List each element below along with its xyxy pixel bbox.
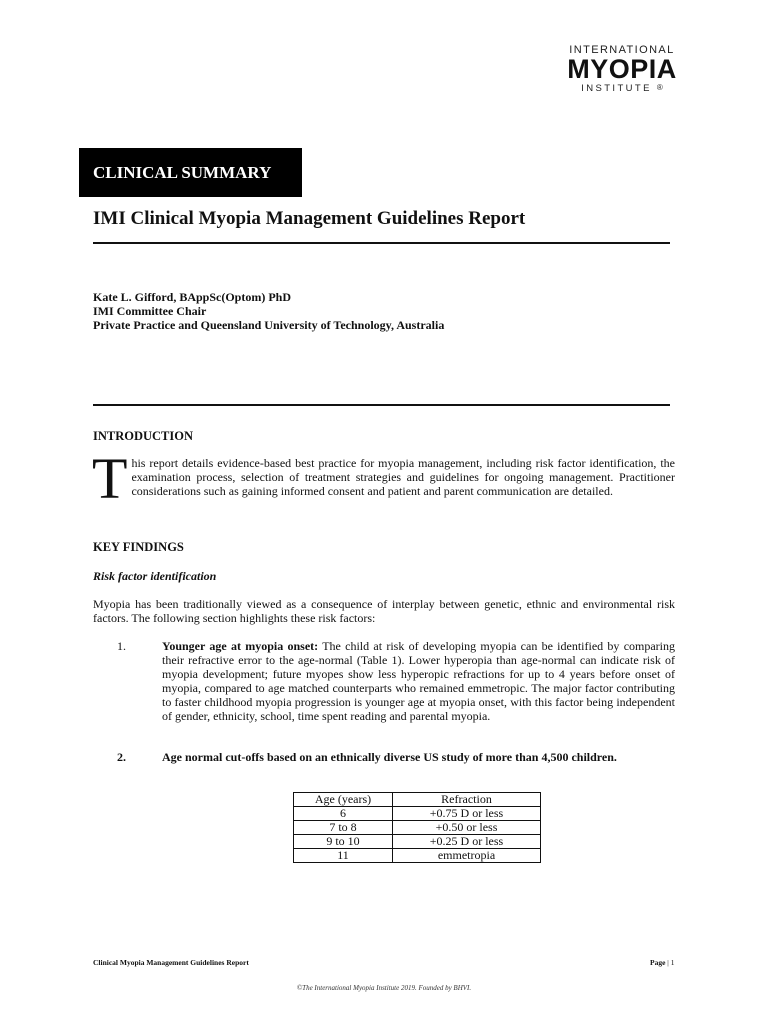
report-title: IMI Clinical Myopia Management Guidelines Report [93,208,526,229]
introduction-text: his report details evidence-based best practice for myopia management, including risk factor identification, the examination process, selection of treatment strategies and guidelines for ongoing management. Practitioner considerations such as gaining informed consent and patient and parent communication are detailed. [131,456,675,498]
page-number-value: 1 [670,958,675,967]
table-cell: 11 [294,849,393,863]
table-row [294,807,541,821]
table-cell: +0.25 D or less [393,835,541,849]
table-cell: 6 [294,807,393,821]
table-cell: +0.75 D or less [393,807,541,821]
table-cell: 7 to 8 [294,821,393,835]
list-item-lead: Age normal cut-offs based on an ethnically diverse US study of more than 4,500 children. [162,750,617,764]
column-header-refraction: Refraction [393,793,541,807]
introduction-paragraph [92,446,675,511]
author-name: Kate L. Gifford, BAppSc(Optom) PhD [93,290,291,304]
table-row [294,821,541,835]
registered-mark: ® [656,83,663,92]
age-normal-table [293,792,541,863]
page-separator: | [665,958,671,967]
table-cell: emmetropia [393,849,541,863]
author-role: IMI Committee Chair [93,304,207,318]
footer-report-title: Clinical Myopia Management Guidelines Report [93,958,249,967]
list-item-body [162,639,675,723]
list-item-lead: Younger age at myopia onset: [162,639,319,653]
list-item-text: The child at risk of developing myopia can be identified by comparing their refractive error to the age-normal (Table 1). Lower hyperopia than age-normal can indicate risk of myopia development; future myopes show less hyperopic refractions for up to 4 years before onset of myopia, compared to age matched counterparts who remained emmetropic. The major factor contributing to faster childhood myopia progression is younger age at myopia onset, with this factor being independent of gender, ethnicity, school, time spent reading and parental myopia. [162,639,676,723]
key-findings-heading: KEY FINDINGS [93,540,184,554]
risk-factor-paragraph: Myopia has been traditionally viewed as a consequence of interplay between genetic, ethnic and environmental risk factors. The following section highlights these risk factors: [93,597,675,625]
table-cell: 9 to 10 [294,835,393,849]
clinical-summary-badge: CLINICAL SUMMARY [79,148,302,197]
imi-logo [560,44,684,94]
author-block [93,290,444,332]
logo-line-international: INTERNATIONAL [569,44,675,56]
list-item-body [162,750,675,764]
table-cell: +0.50 or less [393,821,541,835]
copyright-notice: ©The International Myopia Institute 2019. Founded by BHVI. [296,984,472,992]
logo-line-myopia: MYOPIA [567,54,677,84]
title-divider [93,242,670,244]
drop-cap: T [92,446,128,511]
page-number [650,958,674,967]
risk-factor-subheading: Risk factor identification [93,569,217,583]
list-number: 1. [117,639,126,653]
table-header-row [294,793,541,807]
list-item [117,750,675,764]
author-divider [93,404,670,406]
table-row [294,849,541,863]
page-label: Page [650,958,666,967]
list-item [117,639,675,723]
logo-line-institute: INSTITUTE ® [581,83,663,94]
list-number: 2. [117,750,126,764]
column-header-age: Age (years) [294,793,393,807]
table-row [294,835,541,849]
author-affiliation: Private Practice and Queensland University of Technology, Australia [93,318,445,332]
introduction-heading: INTRODUCTION [93,429,194,443]
